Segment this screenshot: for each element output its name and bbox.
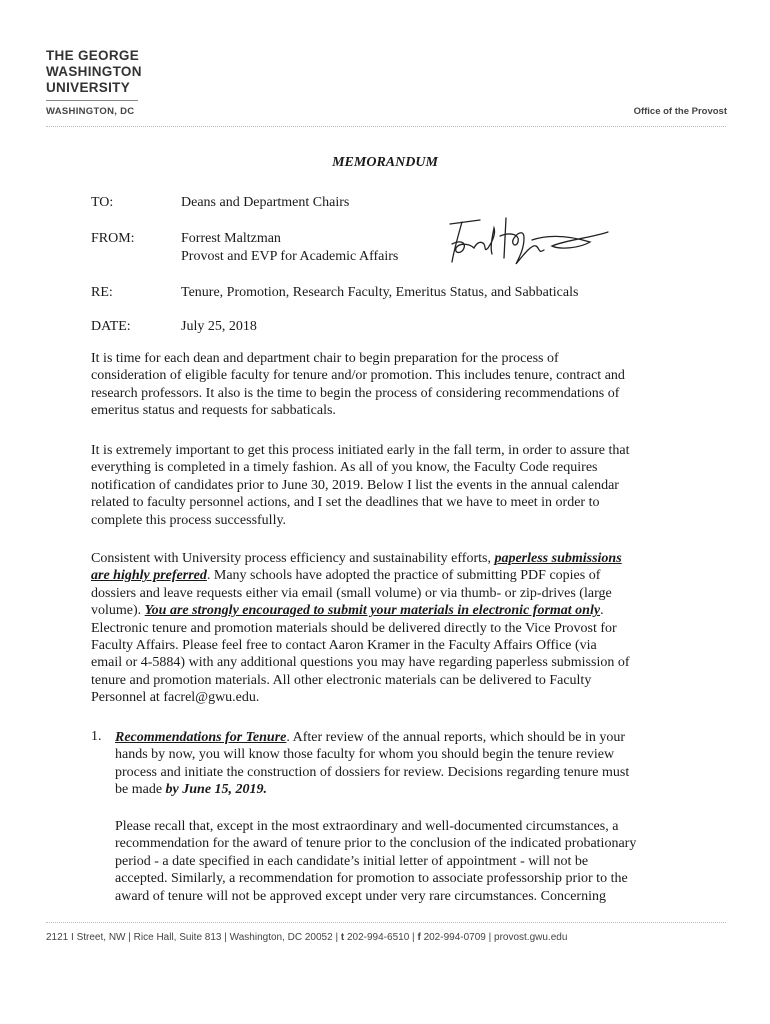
paragraph-intro bbox=[91, 350, 681, 420]
footer-separator: | bbox=[224, 932, 230, 943]
paragraph-line: Electronic tenure and promotion materials should be delivered directly to the Vice Provost for bbox=[91, 620, 617, 636]
footer-separator: | bbox=[412, 932, 418, 943]
paragraph-line bbox=[91, 567, 681, 584]
paragraph-line: award of tenure will not be approved except under very rare circumstances. Concerning bbox=[115, 888, 606, 904]
from-name: Forrest Maltzman bbox=[181, 231, 281, 246]
footer-fax: 202-994-0709 bbox=[423, 932, 486, 943]
logo-line-3: UNIVERSITY bbox=[46, 80, 131, 95]
footer-separator: | bbox=[128, 932, 134, 943]
memo-title: MEMORANDUM bbox=[332, 155, 438, 170]
item-heading: Recommendations for Tenure bbox=[115, 730, 287, 745]
paragraph-line: process and initiate the construction of dossiers for review. Decisions regarding tenure must bbox=[115, 764, 630, 780]
text-run: be made bbox=[115, 782, 166, 798]
paragraph-line: recommendation for the award of tenure prior to the conclusion of the indicated probationary bbox=[115, 836, 637, 852]
signature-image bbox=[440, 214, 610, 269]
phone-prefix: t bbox=[340, 932, 345, 943]
date-label: DATE: bbox=[91, 319, 131, 334]
footer-website: provost.gwu.edu bbox=[494, 932, 568, 943]
paragraph-line bbox=[115, 781, 685, 798]
text-run: . After review of the annual reports, which should be in your bbox=[286, 730, 626, 745]
footer-rule bbox=[46, 922, 726, 923]
logo-line-1: THE GEORGE bbox=[46, 48, 140, 63]
paragraph-paperless bbox=[91, 550, 681, 707]
logo-divider bbox=[46, 100, 138, 101]
emphasis-preferred: are highly preferred bbox=[91, 568, 207, 584]
text-run: . Many schools have adopted the practice of submitting PDF copies of bbox=[206, 568, 601, 584]
paragraph-line: everything is completed in a timely fashion. As all of you know, the Faculty Code requires bbox=[91, 460, 598, 476]
fax-prefix: f bbox=[417, 932, 421, 943]
to-label: TO: bbox=[91, 195, 114, 210]
date-value: July 25, 2018 bbox=[181, 319, 257, 334]
footer-contact bbox=[46, 932, 567, 943]
item-tenure bbox=[115, 729, 685, 799]
from-label: FROM: bbox=[91, 231, 135, 246]
paragraph-line: Faculty Affairs. Please feel free to contact Aaron Kramer in the Faculty Affairs Office (via bbox=[91, 638, 597, 654]
paragraph-line bbox=[91, 602, 681, 619]
paragraph-line: related to faculty personnel actions, and I set the deadlines that we have to meet in order to bbox=[91, 495, 600, 511]
footer-address: 2121 I Street, NW bbox=[46, 932, 126, 943]
paragraph-line: email or 4-5884) with any additional questions you may have regarding paperless submission of bbox=[91, 655, 630, 671]
paragraph-line: period - a date specified in each candidate’s initial letter of appointment - will not be bbox=[115, 853, 589, 869]
paragraph-line bbox=[91, 550, 681, 567]
university-logo bbox=[46, 48, 142, 117]
footer-separator: | bbox=[335, 932, 341, 943]
paragraph-line: complete this process successfully. bbox=[91, 512, 287, 528]
office-name: Office of the Provost bbox=[633, 106, 727, 117]
logo-location: WASHINGTON, DC bbox=[46, 106, 135, 117]
deadline-date: by June 15, 2019. bbox=[165, 782, 268, 798]
footer-phone: 202-994-6510 bbox=[346, 932, 410, 943]
paragraph-line: It is time for each dean and department chair to begin preparation for the process of bbox=[91, 351, 559, 366]
paragraph-line: accepted. Similarly, a recommendation for promotion to associate professorship prior to the bbox=[115, 871, 628, 887]
re-label: RE: bbox=[91, 285, 113, 300]
from-title: Provost and EVP for Academic Affairs bbox=[181, 249, 399, 264]
paragraph-line: tenure and promotion materials. All other electronic materials can be delivered to Faculty bbox=[91, 672, 592, 688]
paragraph-line: dossiers and leave requests either via email (small volume) or via thumb- or zip-drives (large bbox=[91, 585, 612, 601]
to-value: Deans and Department Chairs bbox=[181, 195, 350, 210]
item-number: 1. bbox=[91, 729, 102, 744]
paragraph-timing bbox=[91, 442, 681, 529]
header-rule bbox=[46, 126, 726, 127]
footer-building: Rice Hall, Suite 813 bbox=[133, 932, 222, 943]
paragraph-line: notification of candidates prior to June 30, 2019. Below I list the events in the annual calendar bbox=[91, 477, 619, 493]
re-value: Tenure, Promotion, Research Faculty, Emeritus Status, and Sabbaticals bbox=[181, 285, 579, 300]
text-run: . bbox=[600, 603, 604, 619]
paragraph-line: emeritus status and requests for sabbaticals. bbox=[91, 403, 336, 419]
text-run: volume). bbox=[91, 603, 145, 619]
emphasis-paperless: paperless submissions bbox=[494, 551, 622, 566]
paragraph-line: Personnel at facrel@gwu.edu. bbox=[91, 690, 260, 706]
footer-separator: | bbox=[488, 932, 495, 943]
paragraph-line: Please recall that, except in the most extraordinary and well-documented circumstances, a bbox=[115, 819, 619, 834]
paragraph-line bbox=[115, 729, 685, 746]
footer-city: Washington, DC 20052 bbox=[229, 932, 333, 943]
paragraph-line: hands by now, you will know those faculty for whom you should begin the tenure review bbox=[115, 747, 615, 763]
logo-line-2: WASHINGTON bbox=[46, 64, 142, 79]
text-run: Consistent with University process efficiency and sustainability efforts, bbox=[91, 551, 495, 566]
item-tenure-recall bbox=[115, 818, 685, 905]
paragraph-line: research professors. It also is the time to begin the process of considering recommendations of bbox=[91, 385, 620, 401]
emphasis-electronic: You are strongly encouraged to submit your materials in electronic format only bbox=[144, 603, 601, 619]
paragraph-line: consideration of eligible faculty for tenure and/or promotion. This includes tenure, contract and bbox=[91, 368, 625, 384]
paragraph-line: It is extremely important to get this process initiated early in the fall term, in order to assure that bbox=[91, 443, 630, 458]
